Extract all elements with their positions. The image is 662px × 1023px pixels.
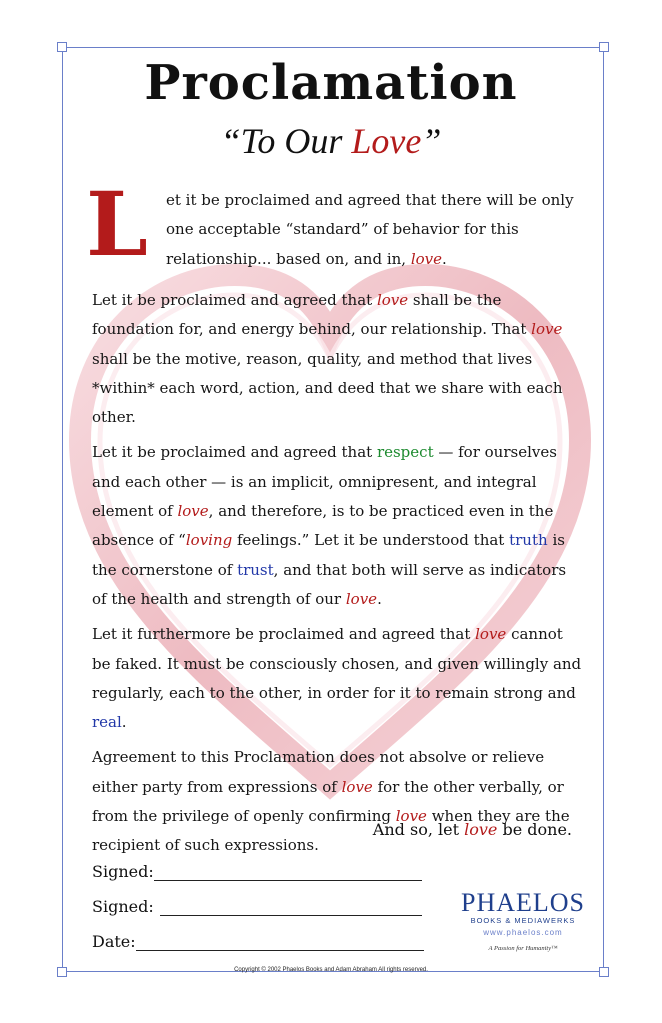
signature-line[interactable] <box>160 899 422 916</box>
subtitle-love: Love <box>351 121 422 161</box>
closing-text-b: be done. <box>497 820 572 839</box>
signed-label: Signed: <box>92 897 154 916</box>
paragraph-3-text-b: — for ourselves and each other — is an implicit, omnipresent, and integral element of <box>92 443 557 521</box>
paragraph-2-text-b: shall be the foundation for, and energy behind, our relationship. That <box>92 291 532 339</box>
subtitle-open: “To Our <box>220 121 352 161</box>
paragraph-5-text-c: when they are the recipient of such expressions. <box>92 807 570 855</box>
love-word: love <box>376 291 409 309</box>
loving-word: loving <box>185 531 233 550</box>
love-word: love <box>177 502 209 521</box>
paragraph-5-text-a: Agreement to this Proclamation does not absolve or relieve either party from expressions of <box>92 748 545 796</box>
paragraph-4-text-c: . <box>121 713 127 732</box>
subtitle-close: ” <box>421 121 442 161</box>
date-row <box>92 932 424 951</box>
signature-row-1 <box>92 862 422 881</box>
logo-url: www.phaelos.com <box>483 928 563 937</box>
real-word: real <box>92 713 122 732</box>
love-word: love <box>464 820 498 839</box>
page-title: Proclamation <box>144 55 518 111</box>
paragraph-1 <box>166 186 576 274</box>
paragraph-4 <box>92 620 582 737</box>
border-corner-ornament <box>599 42 609 52</box>
trust-word: trust <box>237 560 274 579</box>
logo-name: PHAELOS <box>460 888 585 917</box>
page-subtitle <box>0 120 662 162</box>
copyright-notice: Copyright © 2002 Phaelos Books and Adam Abraham All rights reserved. <box>234 967 428 973</box>
paragraph-5 <box>92 743 582 860</box>
paragraph-5-text-b: for the other verbally, or from the privilege of openly confirming <box>92 777 564 826</box>
date-label: Date: <box>92 932 136 951</box>
closing-line <box>373 820 572 839</box>
love-word: love <box>345 589 378 608</box>
paragraph-3-text-f: , and that both will serve as indicators of the health and strength of our <box>92 560 567 608</box>
drop-cap: L <box>86 172 148 276</box>
logo-subtitle: BOOKS & MEDIAWERKS <box>470 916 576 925</box>
paragraph-3-text-e: is the cornerstone of <box>92 531 565 579</box>
paragraph-1-text: et it be proclaimed and agreed that there will be only one acceptable “standard” of behavior for this relationship... based on, and in, <box>166 191 574 268</box>
phaelos-logo <box>458 890 588 952</box>
paragraph-3-text-a: Let it be proclaimed and agreed that <box>92 443 377 462</box>
paragraph-3-text-d: feelings.” Let it be understood that <box>232 531 510 550</box>
closing-text-a: And so, let <box>372 820 465 839</box>
signed-label: Signed: <box>92 862 154 881</box>
love-word: love <box>410 249 443 268</box>
love-word: love <box>475 625 507 644</box>
proclamation-body <box>92 286 582 867</box>
love-word: love <box>395 807 427 826</box>
respect-word: respect <box>376 443 434 462</box>
paragraph-3-text-g: . <box>377 589 382 608</box>
paragraph-4-text-b: cannot be faked. It must be consciously chosen, and given willingly and regularly, each to the other, in order for it to remain strong and <box>92 625 582 702</box>
paragraph-2-text-c: shall be the motive, reason, quality, and method that lives *within* each word, action, and deed that we share with each other. <box>92 349 563 427</box>
border-corner-ornament <box>57 42 67 52</box>
paragraph-3 <box>92 438 582 614</box>
logo-tagline: A Passion for Humanity™ <box>488 945 558 952</box>
signature-row-2 <box>92 897 422 916</box>
paragraph-4-text-a: Let it furthermore be proclaimed and agreed that <box>92 625 476 644</box>
signature-line[interactable] <box>154 864 422 881</box>
love-word: love <box>341 777 373 796</box>
date-line[interactable] <box>136 934 424 951</box>
paragraph-3-text-c: , and therefore, is to be practiced even in the absence of “ <box>92 502 554 550</box>
paragraph-2 <box>92 286 582 432</box>
love-word: love <box>531 320 563 339</box>
truth-word: truth <box>509 531 548 550</box>
paragraph-1-end: . <box>442 249 447 268</box>
paragraph-2-text-a: Let it be proclaimed and agreed that <box>92 291 377 309</box>
